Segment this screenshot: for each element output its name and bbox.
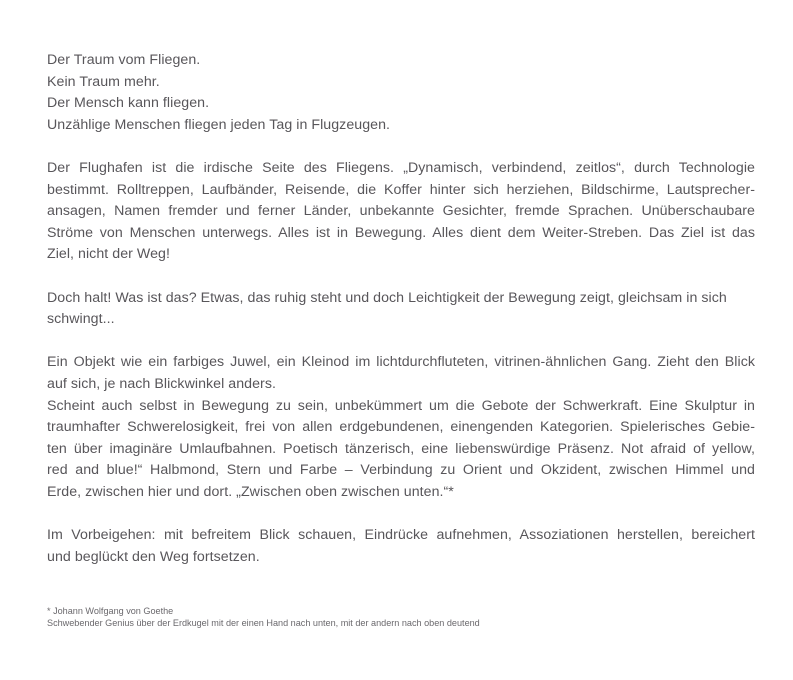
text-line: Doch halt! Was ist das? Etwas, das ruhig steht und doch Leichtigkeit der Bewegung zeigt, gleichsam in sich bbox=[47, 289, 727, 306]
paragraph-airport bbox=[47, 158, 755, 266]
footnote bbox=[47, 606, 480, 629]
text-line: Ein Objekt wie ein farbiges Juwel, ein Kleinod im lichtdurchfluteten, vitrinen-ähnlichen Gang. Zieht den Blick bbox=[47, 354, 755, 371]
paragraph-passing bbox=[47, 525, 755, 568]
text-line: traumhafter Schwerelosigkeit, frei von allen erdgebundenen, einengenden Kategorien. Spielerisches Gebie- bbox=[47, 419, 755, 436]
text-line: ansagen, Namen fremder und ferner Länder, unbekannte Gesichter, fremde Sprachen. Unüberschaubare bbox=[47, 203, 755, 220]
text-line: bestimmt. Rolltreppen, Laufbänder, Reisende, die Koffer hinter sich herziehen, Bildschirme, Lautsprecher- bbox=[47, 181, 755, 198]
text-line: Kein Traum mehr. bbox=[47, 73, 160, 90]
footnote-author: * Johann Wolfgang von Goethe bbox=[47, 606, 174, 616]
text-line: red and blue!“ Halbmond, Stern und Farbe – Verbindung zu Orient und Okzident, zwischen Himmel und bbox=[47, 462, 755, 479]
text-line: Erde, zwischen hier und dort. „Zwischen oben zwischen unten.“* bbox=[47, 483, 454, 500]
text-line: Ströme von Menschen unterwegs. Alles ist in Bewegung. Alles dient dem Weiter-Streben. Das Ziel ist das bbox=[47, 224, 755, 241]
text-line: auf sich, je nach Blickwinkel anders. bbox=[47, 375, 276, 392]
text-line: ten über imaginäre Umlaufbahnen. Poetisch tänzerisch, eine liebenswürdige Präsenz. Not afraid of yellow, bbox=[47, 440, 755, 457]
text-line: schwingt... bbox=[47, 311, 115, 328]
text-line: Der Mensch kann fliegen. bbox=[47, 95, 210, 112]
text-line: Der Flughafen ist die irdische Seite des Fliegens. „Dynamisch, verbindend, zeitlos“, durch Technologie bbox=[47, 159, 755, 176]
text-line: Ziel, nicht der Weg! bbox=[47, 246, 170, 263]
document-body bbox=[47, 50, 755, 590]
text-line: und beglückt den Weg fortsetzen. bbox=[47, 548, 260, 565]
text-line: Scheint auch selbst in Bewegung zu sein, unbekümmert um die Gebote der Schwerkraft. Eine Skulptur in bbox=[47, 397, 755, 414]
footnote-description: Schwebender Genius über der Erdkugel mit der einen Hand nach unten, mit der andern nach oben deutend bbox=[47, 617, 480, 628]
paragraph-halt bbox=[47, 288, 755, 331]
text-line: Im Vorbeigehen: mit befreitem Blick schauen, Eindrücke aufnehmen, Assoziationen herstellen, bereichert bbox=[47, 527, 755, 544]
text-line: Unzählige Menschen fliegen jeden Tag in Flugzeugen. bbox=[47, 116, 391, 133]
paragraph-intro bbox=[47, 50, 755, 136]
paragraph-object bbox=[47, 352, 755, 503]
text-line: Der Traum vom Fliegen. bbox=[47, 52, 201, 68]
